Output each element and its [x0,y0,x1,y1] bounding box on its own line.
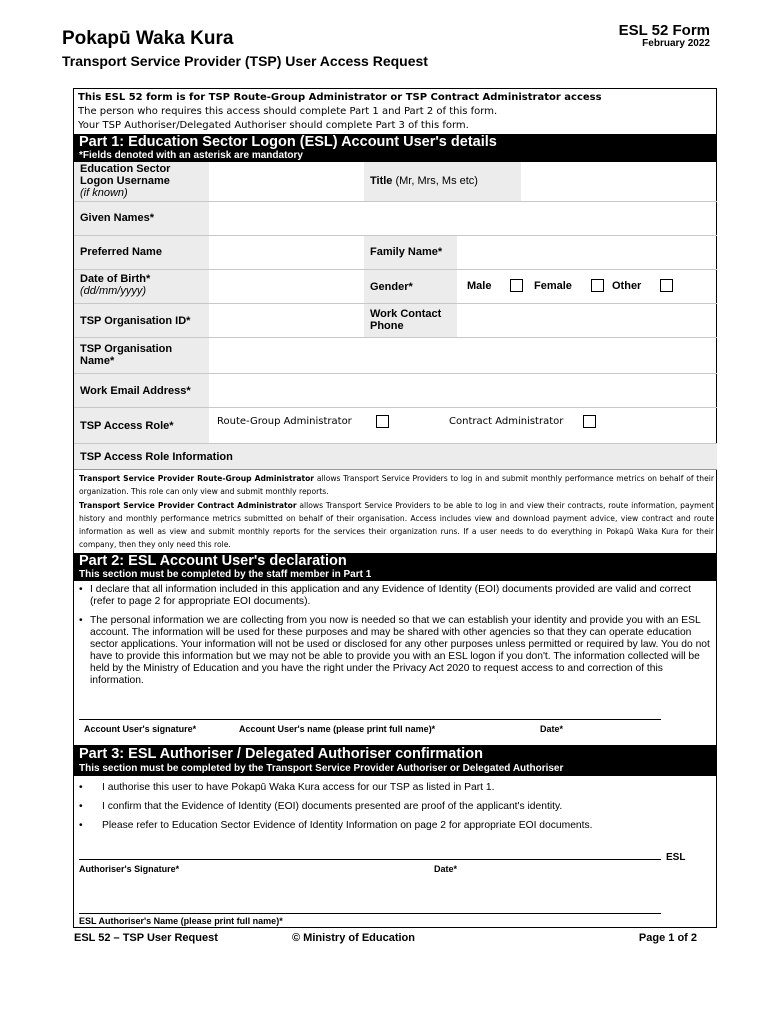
given-names-label-cell [74,202,209,236]
family-name-label: Family Name* [370,246,443,258]
part3-title: Part 3: ESL Authoriser / Delegated Authoriser confirmation [79,746,483,762]
gender-label: Gender* [370,281,413,293]
intro-line-1: This ESL 52 form is for TSP Route-Group Administrator or TSP Contract Administrator access [78,92,602,103]
bullet-dot: • [79,820,83,831]
access-role-label: TSP Access Role* [80,420,174,432]
footer-form-ref: ESL 52 – TSP User Request [74,932,218,944]
part3-bullet-3-text: Please refer to Education Sector Evidence of Identity Information on page 2 for appropriate EOI documents. [102,820,593,831]
dob-label: Date of Birth* [80,273,151,285]
role-info-ca-text: allows Transport Service Providers to be able to log in and view their contracts, route information, payment history and monthly performance metrics submitted on behalf of their organisation. Access includes view and download payment advice, view contract and route information as well as view and submit monthly reports for the services their organization runs. If a user needs to do everything in Pokapū Waka Kura for their company, then they only need this role. [79,501,714,549]
access-role-options [209,408,717,444]
preferred-name-label-cell [74,236,209,270]
org-name: Pokapū Waka Kura [62,28,234,49]
dob-label-cell [74,270,209,304]
role-info-ca-title: Transport Service Provider Contract Administrator [79,501,297,510]
part3-signature-line[interactable] [79,859,661,860]
org-name-label: TSP Organisation Name* [80,343,173,367]
part3-bullet-3 [79,820,713,832]
part3-subtitle: This section must be completed by the Transport Service Provider Authoriser or Delegated Authoriser [79,763,564,774]
preferred-name-input[interactable] [209,236,364,270]
footer-copyright: © Ministry of Education [292,932,415,944]
preferred-name-label: Preferred Name [80,246,162,258]
org-name-input[interactable] [209,338,717,374]
part2-title: Part 2: ESL Account User's declaration [79,553,347,569]
org-id-input[interactable] [209,304,364,338]
part2-signature-line[interactable] [79,719,661,720]
title-label-cell [364,162,521,202]
part3-bullet-1-text: I authorise this user to have Pokapū Waka Kura access for our TSP as listed in Part 1. [102,782,495,793]
part2-bullet-1-text: I declare that all information included in this application and any Evidence of Identity (EOI) documents provided are valid and correct (refer to page 2 for appropriate EOI documents). [90,584,691,607]
part2-signature-label: Account User's signature* [84,724,197,734]
bullet-dot: • [79,782,83,793]
work-email-input[interactable] [209,374,717,408]
part2-subtitle: This section must be completed by the staff member in Part 1 [79,569,372,580]
intro-text [78,91,602,133]
part3-esl-label: ESL [666,852,686,863]
part1-subtitle: *Fields denoted with an asterisk are mandatory [79,150,303,161]
form-subtitle: Transport Service Provider (TSP) User Access Request [62,53,428,69]
work-phone-label-cell [364,304,457,338]
part2-name-label: Account User's name (please print full name)* [239,724,436,734]
work-email-label: Work Email Address* [80,385,191,397]
part1-title: Part 1: Education Sector Logon (ESL) Account User's details [79,134,497,150]
title-label: Title [370,175,393,187]
dob-note: (dd/mm/yyyy) [80,285,146,297]
role-info-route-group [79,472,714,498]
part3-bullet-2-text: I confirm that the Evidence of Identity (EOI) documents presented are proof of the applicant's identity. [102,801,563,812]
family-name-input[interactable] [457,236,717,270]
part3-header [74,745,717,776]
username-label: Education Sector Logon Username [80,163,171,187]
part3-bullet-2 [79,801,713,813]
work-phone-label: Work Contact Phone [370,308,442,332]
username-label-cell [74,162,209,202]
role-option-contract-label: Contract Administrator [449,416,564,427]
gender-female-checkbox[interactable] [591,279,604,292]
footer-page-number: Page 1 of 2 [638,932,697,944]
role-info-rg-title: Transport Service Provider Route-Group Administrator [79,474,315,483]
intro-line-3: Your TSP Authoriser/Delegated Authoriser should complete Part 3 of this form. [78,120,469,131]
given-names-input[interactable] [209,202,717,236]
part2-header [74,553,717,581]
role-contract-checkbox[interactable] [583,415,596,428]
role-info-contract [79,499,714,551]
form-number: ESL 52 Form [618,22,710,39]
given-names-label: Given Names* [80,212,154,224]
bullet-dot: • [79,584,83,595]
part2-date-label: Date* [540,724,564,734]
gender-option-other-label: Other [612,280,642,292]
role-option-route-group-label: Route-Group Administrator [217,416,352,427]
username-note: (if known) [80,187,128,199]
role-info-heading: TSP Access Role Information [80,451,233,463]
work-phone-input[interactable] [457,304,717,338]
part1-header [74,134,717,162]
role-info-heading-cell [74,444,717,470]
part3-name-line[interactable] [79,913,661,914]
gender-label-cell [364,270,457,304]
part3-signature-label: Authoriser's Signature* [79,864,180,874]
part3-name-label: ESL Authoriser's Name (please print full name)* [79,916,283,926]
work-email-label-cell [74,374,209,408]
gender-other-checkbox[interactable] [660,279,673,292]
org-name-label-cell [74,338,209,374]
role-info-rg-text: allows Transport Service Providers to log in and submit monthly performance metrics on behalf of their organization. This role can only view and submit monthly reports. [79,474,714,496]
part3-date-label: Date* [434,864,458,874]
part3-bullet-1 [79,782,713,794]
username-input[interactable] [209,162,364,202]
bullet-dot: • [79,615,83,626]
dob-input[interactable] [209,270,364,304]
bullet-dot: • [79,801,83,812]
title-note: (Mr, Mrs, Ms etc) [395,175,478,187]
org-id-label-cell [74,304,209,338]
org-id-label: TSP Organisation ID* [80,315,191,327]
gender-option-female-label: Female [534,280,572,292]
gender-option-male-label: Male [467,280,492,292]
form-date: February 2022 [642,38,710,49]
intro-line-2: The person who requires this access should complete Part 1 and Part 2 of this form. [78,106,498,117]
gender-male-checkbox[interactable] [510,279,523,292]
gender-options [457,270,717,304]
part2-bullet-2-text: The personal information we are collecting from you now is needed so that we can establish your identity and provide you with an ESL account. The information will be used for these purposes and may be shared with other agencies so that they can operate education sector applications. Your information will not be used or disclosed for any other purposes unless permitted or required by law. You do not have to provide this information but we may not be able to provide you with an ESL logon if you don't. The information collected will be held by the Ministry of Education and you have the right under the Privacy Act 2020 to request access to and correction of this information. [90,615,710,686]
part2-bullet-1 [79,584,713,608]
family-name-label-cell [364,236,457,270]
role-route-group-checkbox[interactable] [376,415,389,428]
access-role-label-cell [74,408,209,444]
title-input[interactable] [521,162,717,202]
part2-bullet-2 [79,615,713,687]
